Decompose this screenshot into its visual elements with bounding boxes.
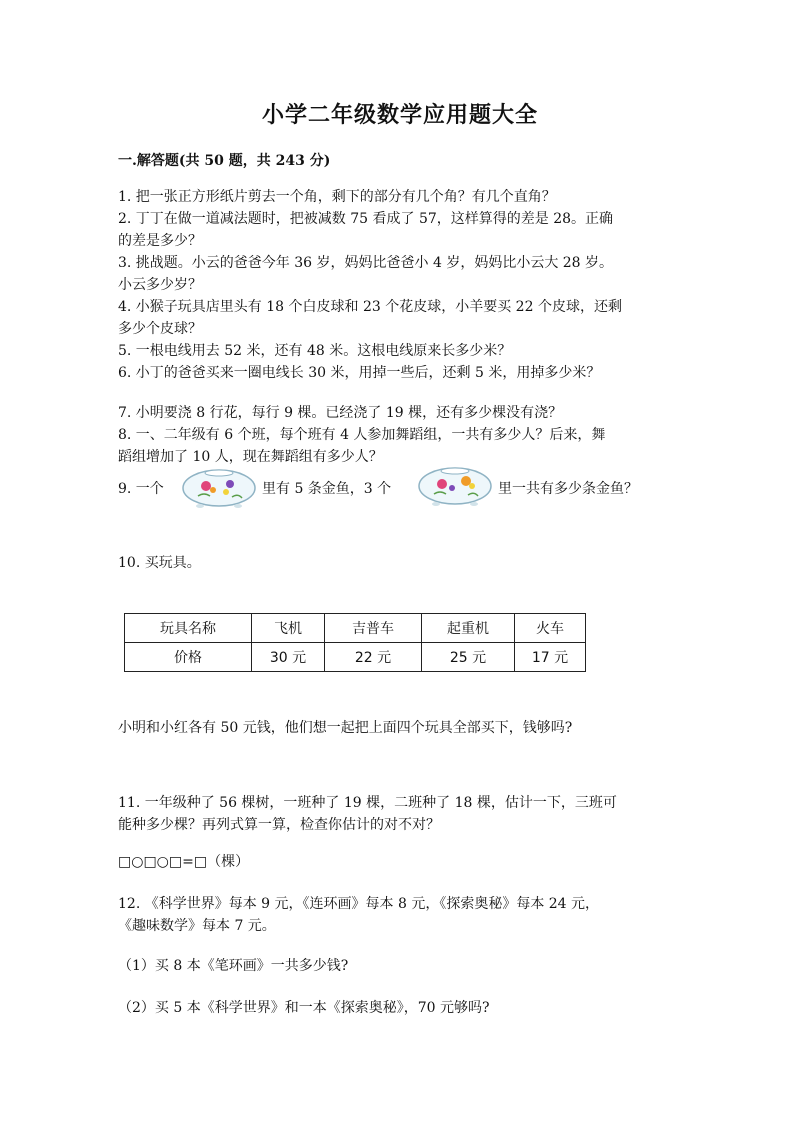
question-11-line-1: 11. 一年级种了 56 棵树，一班种了 19 棵，二班种了 18 棵，估计一下，三班可 [118, 795, 617, 811]
question-1: 1. 把一张正方形纸片剪去一个角，剩下的部分有几个角？有几个直角？ [118, 189, 556, 205]
table-cell: 飞机 [252, 614, 325, 643]
page-title: 小学二年级数学应用题大全 [261, 102, 538, 128]
table-cell: 17 元 [515, 643, 586, 672]
table-cell: 火车 [515, 614, 586, 643]
question-10-ask: 小明和小红各有 50 元钱，他们想一起把上面四个玩具全部买下，钱够吗? [118, 720, 573, 736]
fishbowl-image [416, 464, 494, 508]
question-12-line-1: 12. 《科学世界》每本 9 元，《连环画》每本 8 元，《探索奥秘》每本 24 元， [118, 896, 600, 912]
table-cell: 吉普车 [325, 614, 422, 643]
toy-price-table [124, 613, 586, 672]
question-2-line-2: 的差是多少？ [118, 233, 202, 249]
question-12-line-2: 《趣味数学》每本 7 元。 [118, 918, 276, 934]
question-7: 7. 小明要浇 8 行花，每行 9 棵。已经浇了 19 棵，还有多少棵没有浇？ [118, 405, 563, 421]
question-9-part-3: 里一共有多少条金鱼？ [498, 481, 638, 497]
question-11-line-2: 能种多少棵？再列式算一算，检查你估计的对不对？ [118, 817, 440, 833]
question-3-line-2: 小云多少岁？ [118, 277, 202, 293]
question-5: 5. 一根电线用去 52 米，还有 48 米。这根电线原来长多少米？ [118, 343, 512, 359]
question-4-line-1: 4. 小猴子玩具店里头有 18 个白皮球和 23 个花皮球，小羊要买 22 个皮球，还剩 [118, 299, 622, 315]
question-2-line-1: 2. 丁丁在做一道减法题时，把被减数 75 看成了 57，这样算得的差是 28。正确 [118, 211, 614, 227]
question-11-formula: □○□○□=□（棵） [118, 854, 250, 870]
table-cell: 25 元 [422, 643, 515, 672]
question-9-part-2: 里有 5 条金鱼，3 个 [262, 481, 392, 497]
question-10: 10. 买玩具。 [118, 555, 201, 571]
table-row [125, 643, 586, 672]
question-3-line-1: 3. 挑战题。小云的爸爸今年 36 岁，妈妈比爸爸小 4 岁，妈妈比小云大 28 岁。 [118, 255, 614, 271]
question-8-line-2: 蹈组增加了 10 人，现在舞蹈组有多少人？ [118, 449, 383, 465]
table-cell: 玩具名称 [125, 614, 252, 643]
question-4-line-2: 多少个皮球？ [118, 321, 202, 337]
question-12-sub-1: （1）买 8 本《笔环画》一共多少钱? [118, 958, 349, 974]
fishbowl-image [180, 466, 258, 510]
table-cell: 价格 [125, 643, 252, 672]
question-9-part-1: 9. 一个 [118, 481, 164, 497]
table-cell: 起重机 [422, 614, 515, 643]
question-12-sub-2: （2）买 5 本《科学世界》和一本《探索奥秘》，70 元够吗? [118, 1000, 490, 1016]
section-heading: 一.解答题(共 50 题，共 243 分) [118, 153, 331, 169]
question-8-line-1: 8. 一、二年级有 6 个班，每个班有 4 人参加舞蹈组，一共有多少人？后来，舞 [118, 427, 606, 443]
question-6: 6. 小丁的爸爸买来一圈电线长 30 米，用掉一些后，还剩 5 米，用掉多少米？ [118, 365, 601, 381]
table-cell: 30 元 [252, 643, 325, 672]
table-cell: 22 元 [325, 643, 422, 672]
table-row [125, 614, 586, 643]
